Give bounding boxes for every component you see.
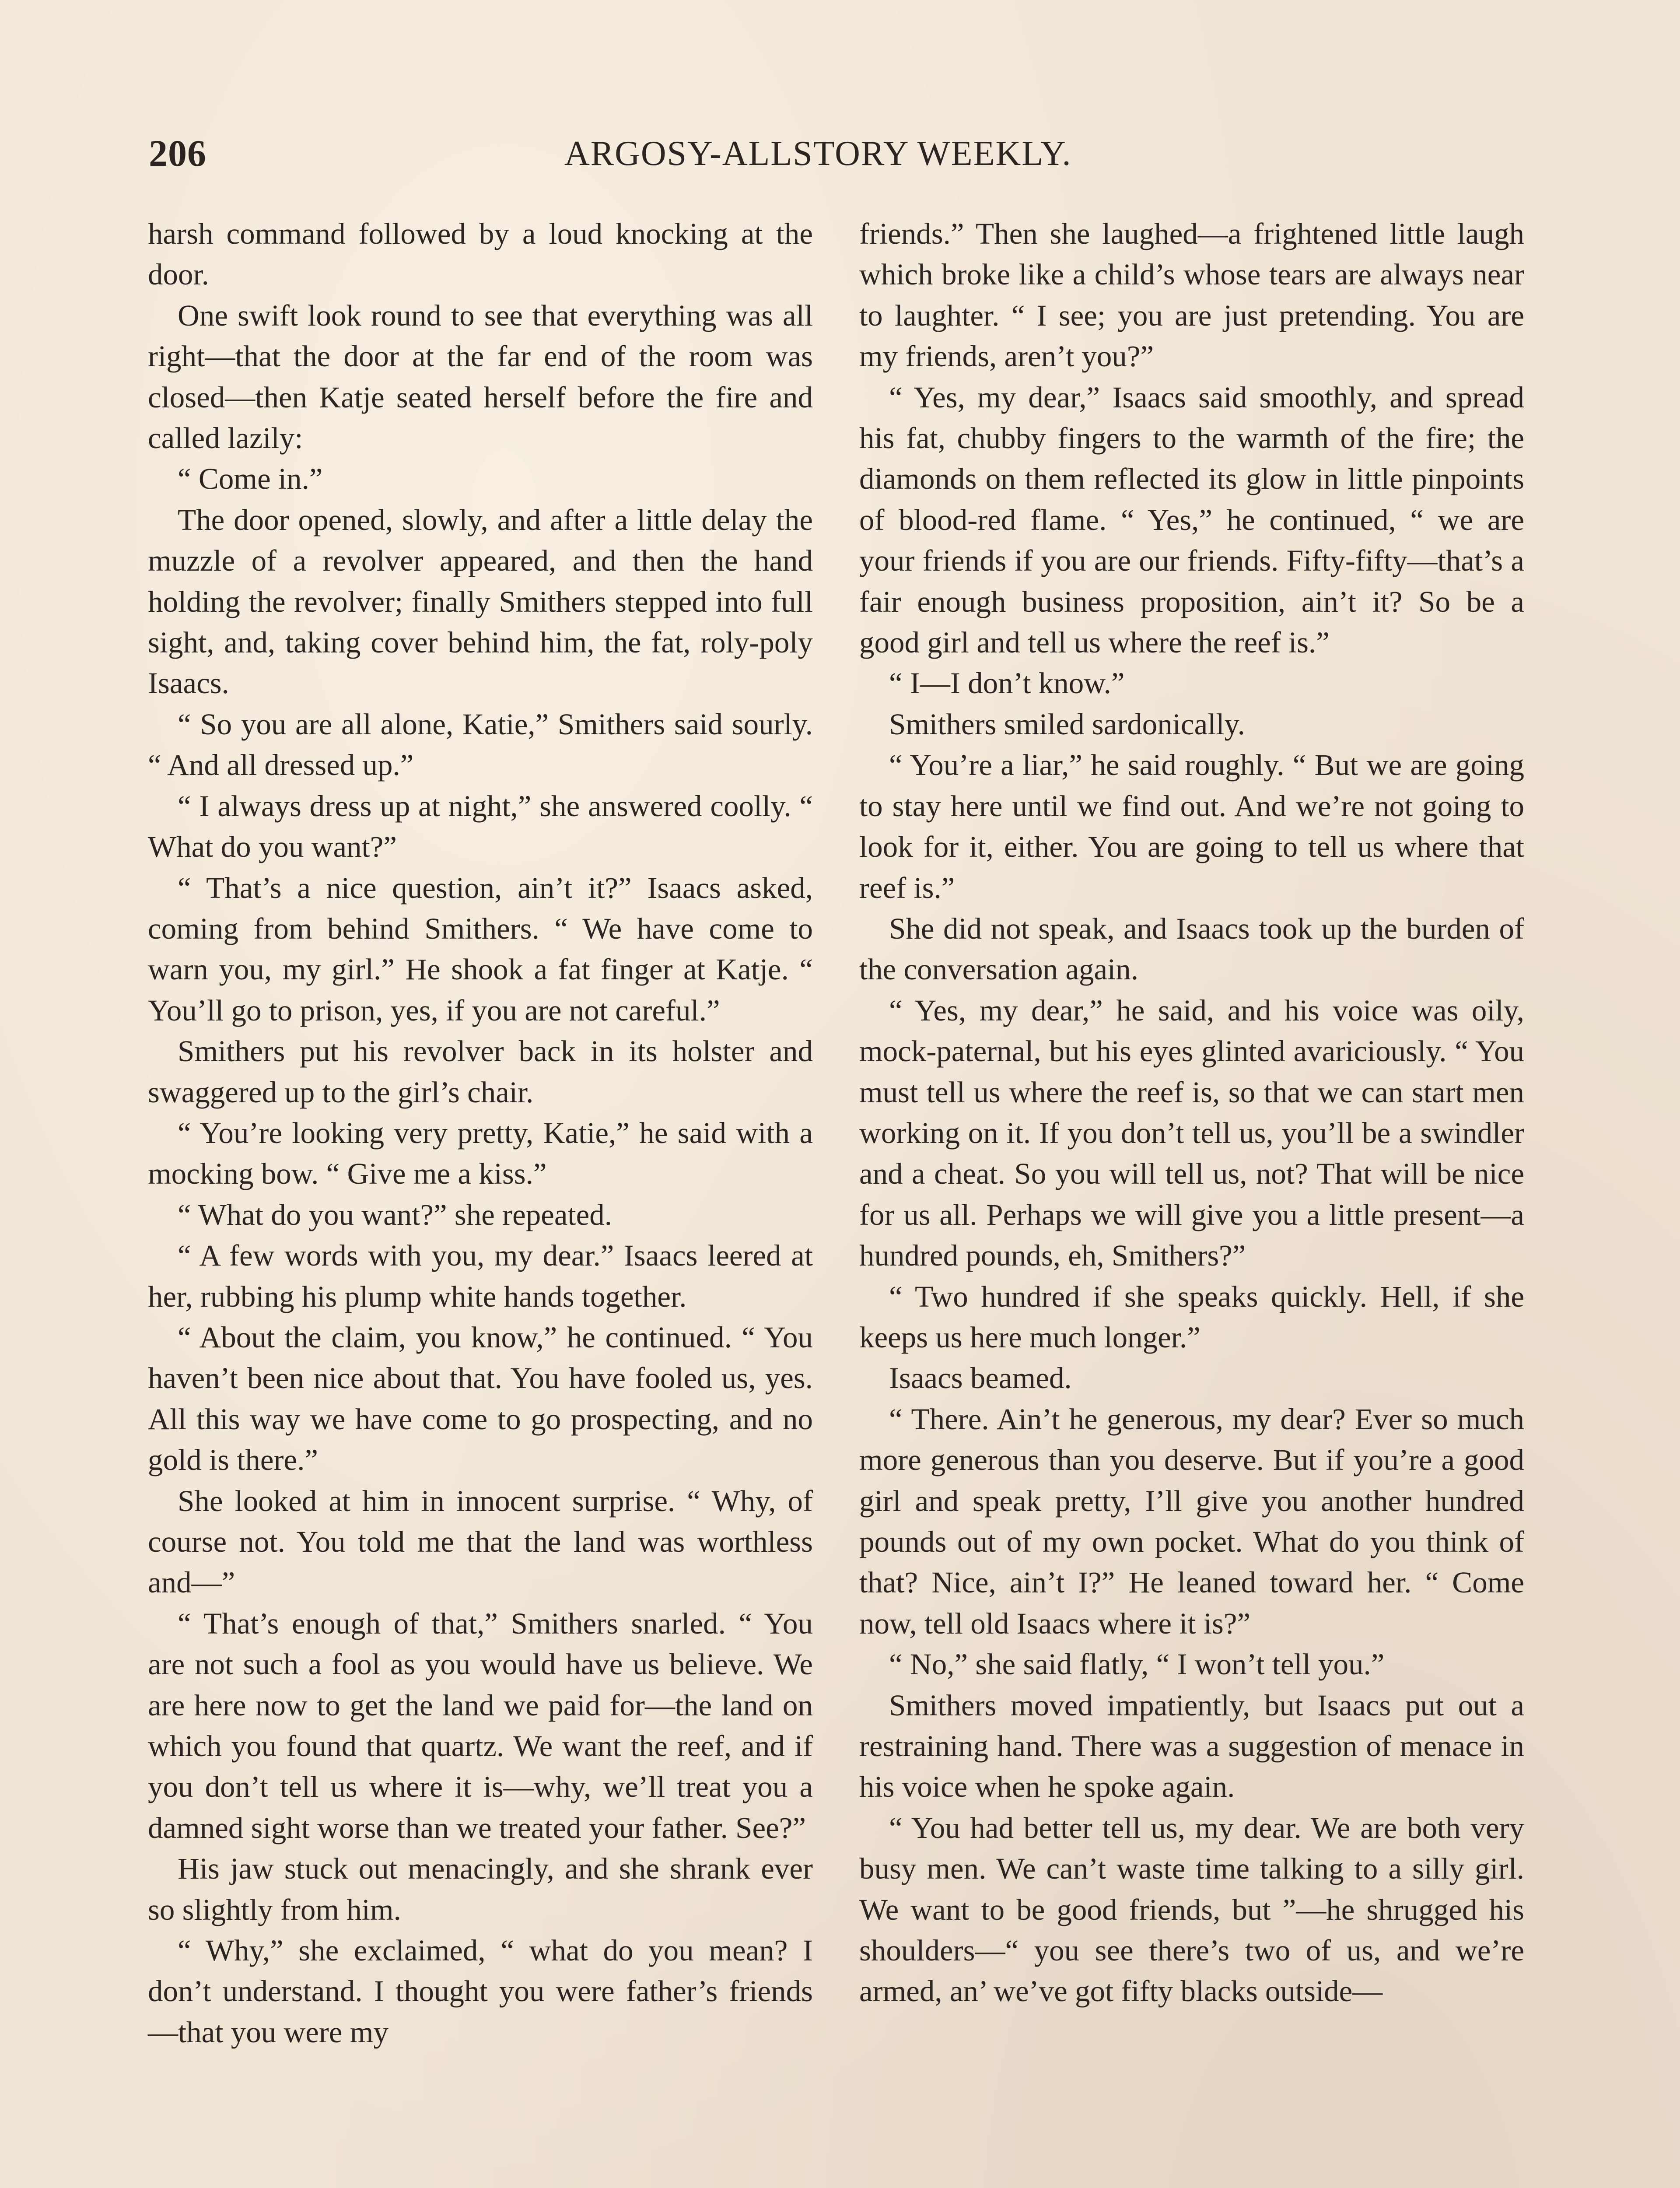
paragraph: She looked at him in innocent surprise. “ Why, of course not. You told me that the land was worthless and—”	[148, 1484, 813, 1599]
paragraph: One swift look round to see that everything was all right—that the door at the far end of the room was closed—then Katje seated herself before the fire and called lazily:	[148, 298, 813, 455]
magazine-title: ARGOSY-ALLSTORY WEEKLY.	[564, 134, 1072, 173]
paragraph: “ That’s enough of that,” Smithers snarled. “ You are not such a fool as you would have us believe. We are here now to get the land we paid for—the land on which you found that quartz. We want the reef, and if you don’t tell us where it is—why, we’ll treat you a damned sight worse than we treated your father. See?”	[148, 1606, 813, 1844]
paragraph: “ Why,” she exclaimed, “ what do you mean? I don’t understand. I thought you were father’s friends—that you were my	[148, 1934, 813, 2049]
paragraph: “ No,” she said flatly, “ I won’t tell you.”	[889, 1648, 1385, 1681]
page-number: 206	[149, 132, 206, 174]
paragraph: “ About the claim, you know,” he continued. “ You haven’t been nice about that. You have fooled us, yes. All this way we have come to go prospecting, and no gold is there.”	[148, 1320, 813, 1477]
paragraph: The door opened, slowly, and after a little delay the muzzle of a revolver appeared, and then the hand holding the revolver; finally Smithers stepped into full sight, and, taking cover behind him, the fat, roly-poly Isaacs.	[148, 503, 813, 700]
paragraph: His jaw stuck out menacingly, and she shrank ever so slightly from him.	[148, 1852, 813, 1926]
paragraph: “ Yes, my dear,” he said, and his voice was oily, mock-paternal, but his eyes glinted avariciously. “ You must tell us where the reef is, so that we can start men working on it. If you don’t tell us, you’ll be a swindler and a cheat. So you will tell us, not? That will be nice for us all. Perhaps we will give you a little present—a hundred pounds, eh, Smithers?”	[859, 993, 1524, 1273]
page-header	[149, 131, 1138, 179]
paragraph: Smithers moved impatiently, but Isaacs put out a restraining hand. There was a suggestion of menace in his voice when he spoke again.	[859, 1688, 1524, 1804]
paragraph: “ Yes, my dear,” Isaacs said smoothly, and spread his fat, chubby fingers to the warmth of the fire; the diamonds on them reflected its glow in little pinpoints of blood-red flame. “ Yes,” he continued, “ we are your friends if you are our friends. Fifty-fifty—that’s a fair enough business proposition, ain’t it? So be a good girl and tell us where the reef is.”	[859, 380, 1524, 659]
paragraph: “ You’re looking very pretty, Katie,” he said with a mocking bow. “ Give me a kiss.”	[148, 1116, 813, 1191]
paragraph: friends.” Then she laughed—a frightened little laugh which broke like a child’s whose tears are always near to laughter. “ I see; you are just pretending. You are my friends, aren’t you?”	[859, 217, 1524, 373]
paragraph: Smithers smiled sardonically.	[889, 707, 1245, 741]
paragraph: “ Two hundred if she speaks quickly. Hell, if she keeps us here much longer.”	[859, 1280, 1524, 1354]
paragraph: “ That’s a nice question, ain’t it?” Isaacs asked, coming from behind Smithers. “ We have come to warn you, my girl.” He shook a fat finger at Katje. “ You’ll go to prison, yes, if you are not careful.”	[148, 871, 813, 1027]
paragraph: “ What do you want?” she repeated.	[178, 1198, 612, 1231]
paragraph: “ You’re a liar,” he said roughly. “ But we are going to stay here until we find out. And we’re not going to look for it, either. You are going to tell us where that reef is.”	[859, 748, 1524, 905]
paragraph: “ Come in.”	[178, 462, 323, 496]
paragraph: “ So you are all alone, Katie,” Smithers said sourly. “ And all dressed up.”	[148, 707, 813, 782]
paragraph: harsh command followed by a loud knocking at the door.	[148, 217, 813, 291]
paragraph: Smithers put his revolver back in its holster and swaggered up to the girl’s chair.	[148, 1034, 813, 1109]
left-column	[148, 214, 813, 2053]
paragraph: “ I always dress up at night,” she answered coolly. “ What do you want?”	[148, 789, 813, 864]
paragraph: “ There. Ain’t he generous, my dear? Ever so much more generous than you deserve. But if you’re a good girl and speak pretty, I’ll give you another hundred pounds out of my own pocket. What do you think of that? Nice, ain’t I?” He leaned toward her. “ Come now, tell old Isaacs where it is?”	[859, 1402, 1524, 1640]
paragraph: “ You had better tell us, my dear. We are both very busy men. We can’t waste time talking to a silly girl. We want to be good friends, but ”—he shrugged his shoulders—“ you see there’s two of us, and we’re armed, an’ we’ve got fifty blacks outside—	[859, 1811, 1524, 2008]
paragraph: “ A few words with you, my dear.” Isaacs leered at her, rubbing his plump white hands together.	[148, 1239, 813, 1313]
paragraph: Isaacs beamed.	[889, 1361, 1072, 1395]
paragraph: She did not speak, and Isaacs took up the burden of the conversation again.	[859, 912, 1524, 986]
right-column	[859, 214, 1524, 2012]
paragraph: “ I—I don’t know.”	[889, 666, 1125, 700]
